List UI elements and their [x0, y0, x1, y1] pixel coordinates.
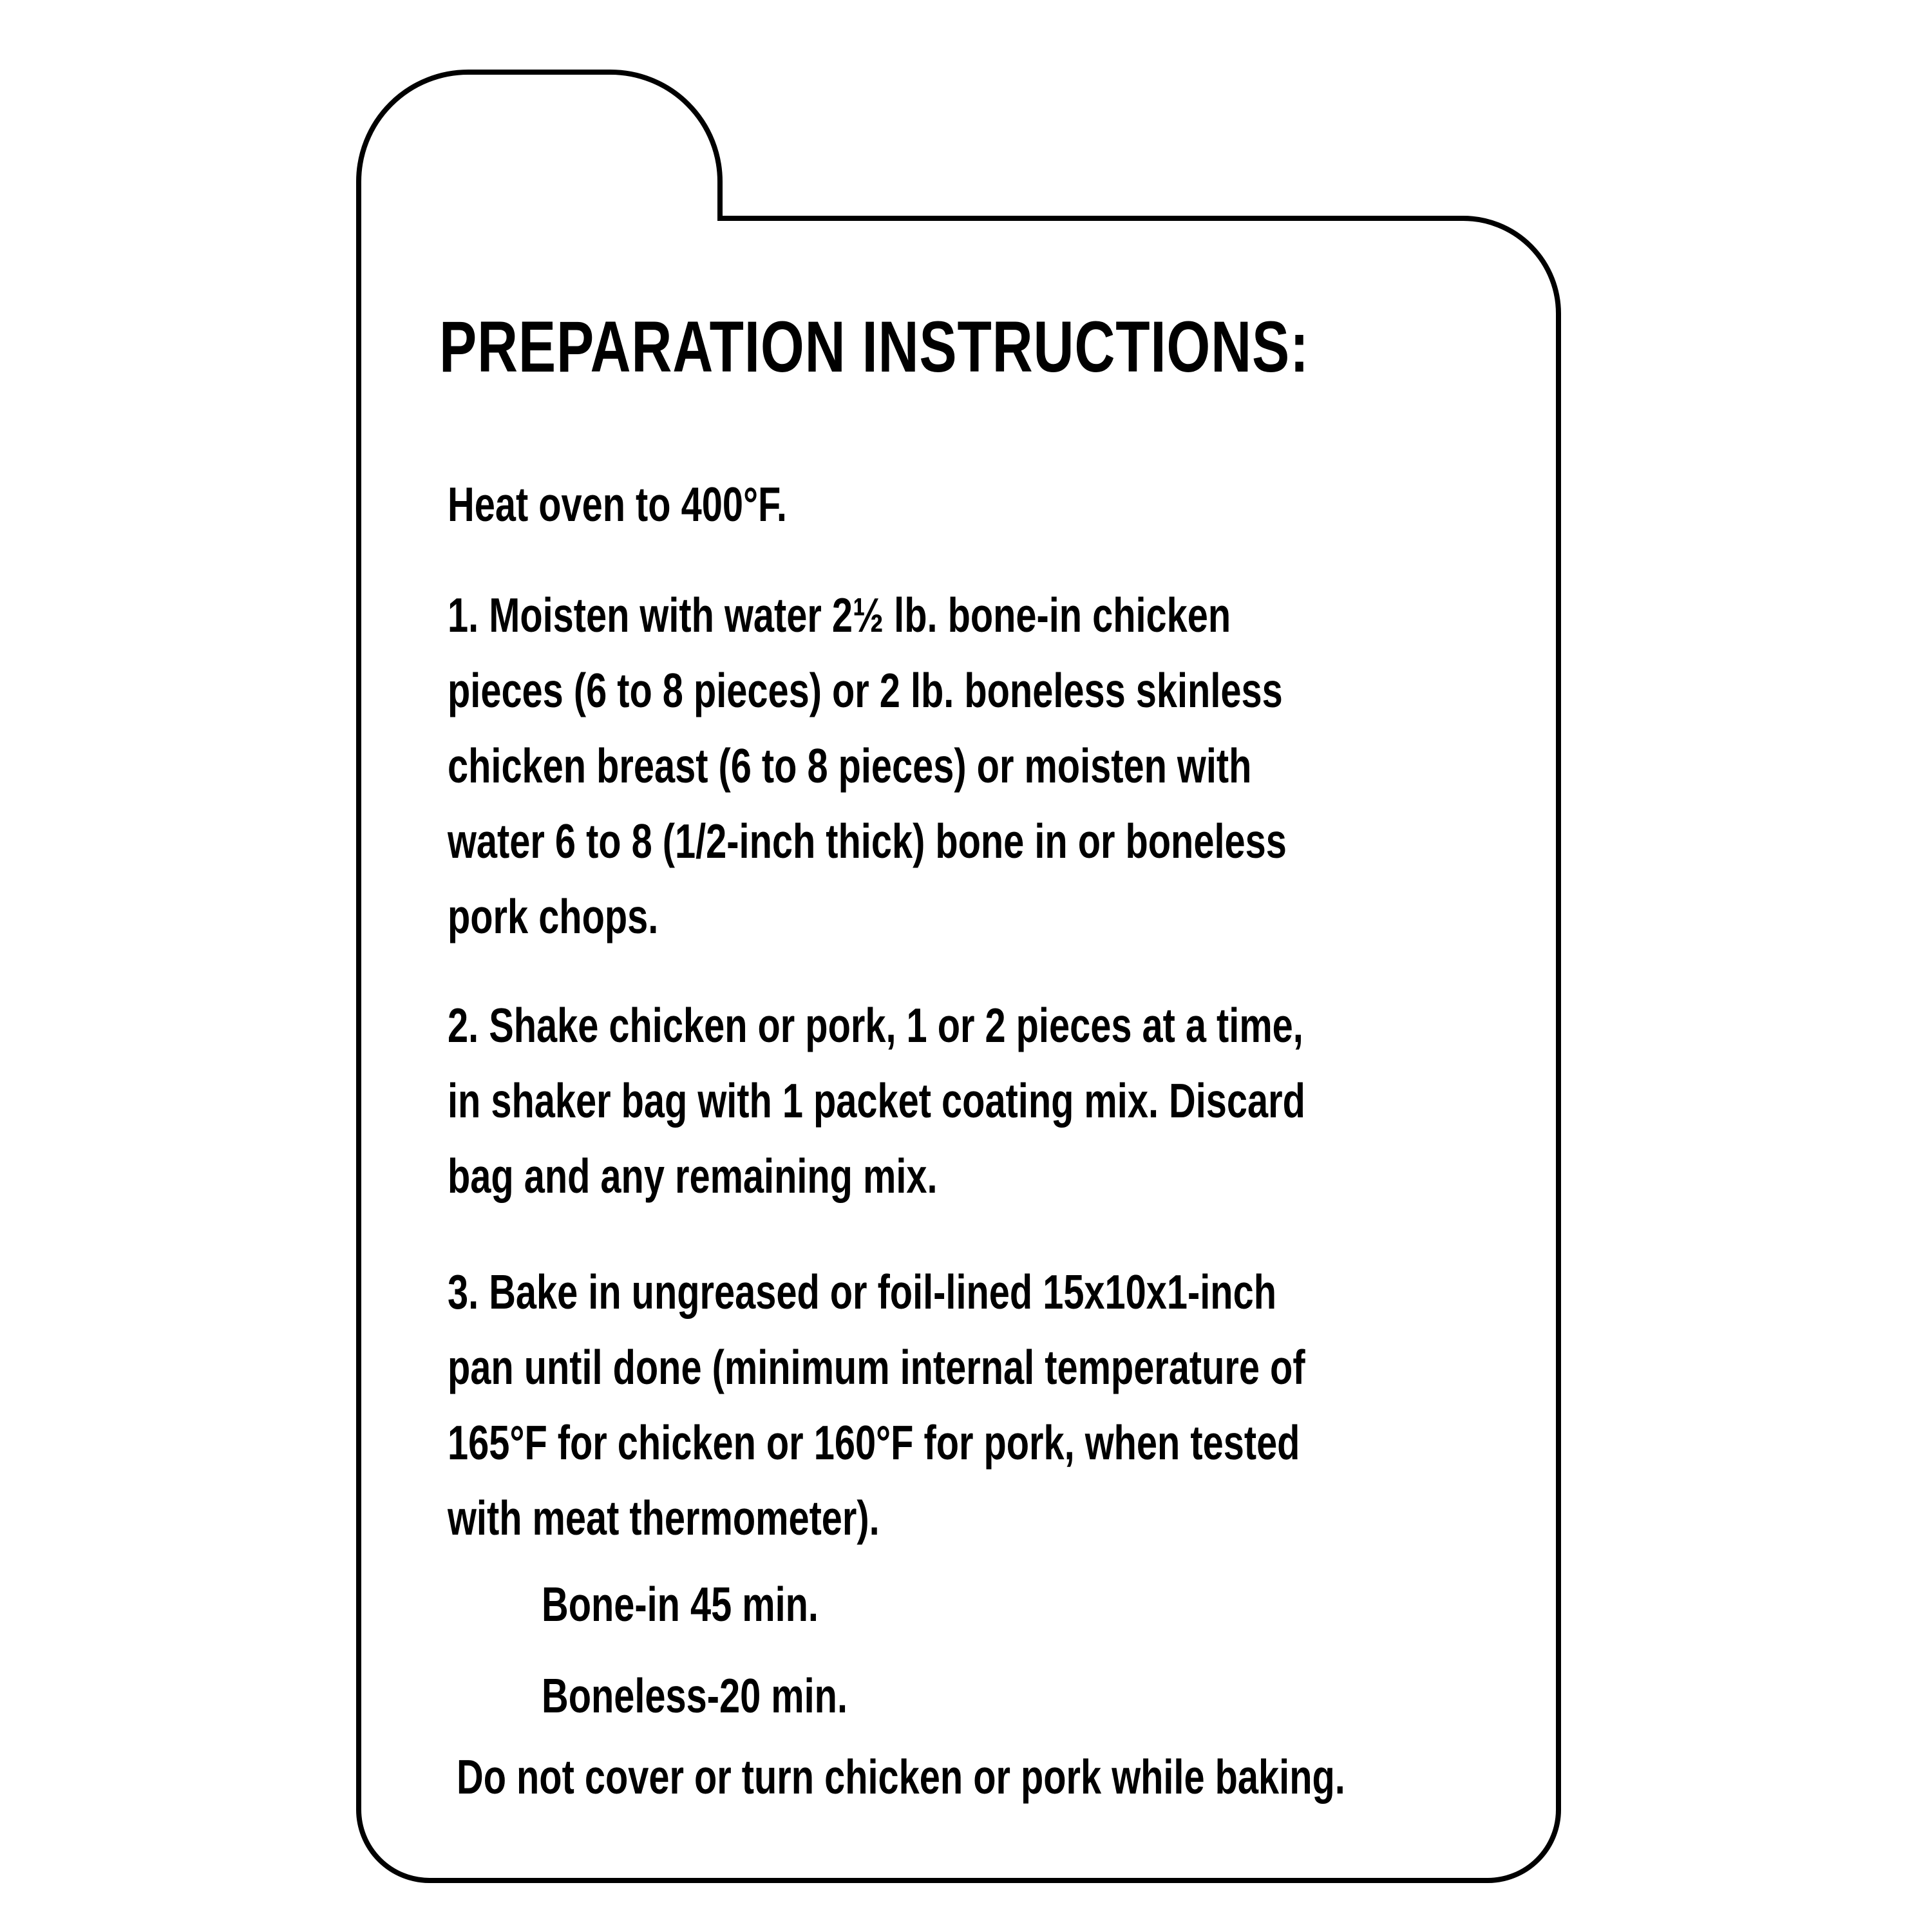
step-line: 3. Bake in ungreased or foil-lined 15x10x1-inch: [448, 1265, 1276, 1319]
intro-text: Heat oven to 400°F.: [448, 477, 787, 531]
bake-time-bone-in: Bone-in 45 min.: [542, 1577, 819, 1631]
step-line: 165°F for chicken or 160°F for pork, when tested: [448, 1416, 1300, 1470]
step-line: pan until done (minimum internal temperature of: [448, 1340, 1305, 1394]
step-1: [448, 578, 1287, 954]
step-line: pieces (6 to 8 pieces) or 2 lb. boneless skinless: [448, 663, 1283, 717]
step-line: bag and any remaining mix.: [448, 1149, 938, 1203]
step-line: with meat thermometer).: [448, 1491, 880, 1545]
step-2: [448, 988, 1305, 1214]
footer-note: Do not cover or turn chicken or pork while baking.: [457, 1750, 1345, 1804]
step-3: [448, 1255, 1305, 1556]
step-line: 2. Shake chicken or pork, 1 or 2 pieces at a time,: [448, 998, 1303, 1052]
step-line: chicken breast (6 to 8 pieces) or moisten with: [448, 739, 1252, 793]
step-line: pork chops.: [448, 889, 659, 943]
bake-time-boneless: Boneless-20 min.: [542, 1669, 848, 1723]
step-line: 1. Moisten with water 2½ lb. bone-in chicken: [448, 588, 1231, 642]
step-line: water 6 to 8 (1/2-inch thick) bone in or boneless: [448, 814, 1287, 868]
page-title: PREPARATION INSTRUCTIONS:: [439, 307, 1309, 387]
step-line: in shaker bag with 1 packet coating mix. Discard: [448, 1074, 1305, 1128]
